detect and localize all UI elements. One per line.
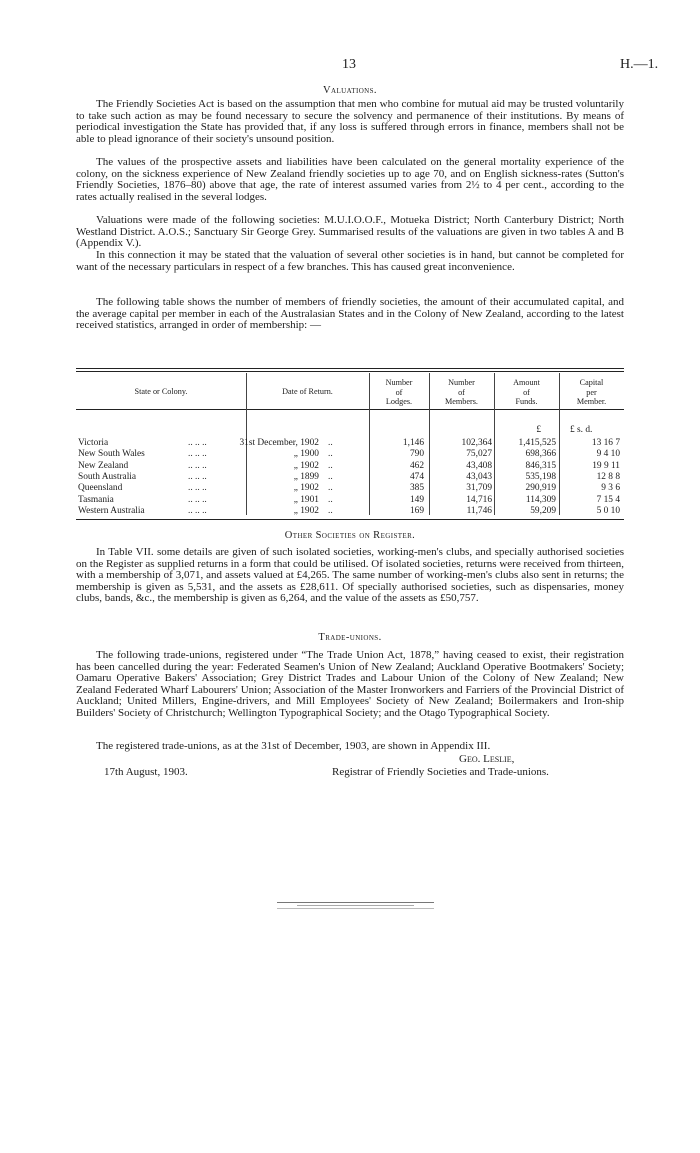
- cell-lodges: 1,146: [402, 438, 424, 448]
- leader-dots: .. .. ..: [188, 449, 207, 460]
- page-number: 13: [342, 57, 356, 72]
- leader-dots: .. .. ..: [188, 460, 207, 471]
- cell-capital: 9 3 6: [601, 483, 620, 494]
- other-societies-paragraph: In Table VII. some details are given of such isolated societies, working-men's clubs, and specially authorised societies on the Register as supplied returns in a form that could be utilised. Of isolated societies, returns were received from thirteen, with a membership of 3,071, and assets valued at £4,265. The same number of working-men's clubs also sent in returns; the membership is given as 5,531, and the assets as £28,611. Of specially authorised societies, such as dispensaries, money clubs, bands, &c., the membership is given as 6,264, and the value of the assets as £50,757.: [76, 546, 624, 605]
- leader-dots: .. .. ..: [188, 494, 207, 505]
- header-capital: Capital per Member.: [576, 378, 607, 406]
- leader-dots: .. .. ..: [188, 505, 207, 516]
- section-title-trade-unions: Trade-unions.: [318, 632, 382, 643]
- cell-state: Tasmania: [78, 494, 114, 505]
- cell-funds: 290,919: [525, 483, 556, 494]
- cell-date: „ 1902: [293, 460, 319, 471]
- cell-funds: 698,366: [525, 449, 556, 460]
- header-lodges: Number of Lodges.: [385, 378, 413, 406]
- cell-members: 102,364: [461, 438, 492, 448]
- cell-date: 31st December, 1902: [239, 438, 319, 448]
- cell-funds: 535,198: [525, 471, 556, 482]
- table-header-rule: [76, 409, 624, 410]
- document-reference: H.—1.: [620, 57, 659, 72]
- cell-capital: 5 0 10: [596, 505, 620, 516]
- cell-members: 43,043: [466, 471, 492, 482]
- cell-lodges: 385: [409, 483, 424, 494]
- cell-capital: 13 16 7: [591, 438, 620, 448]
- header-funds: Amount of Funds.: [513, 378, 540, 406]
- signature-date: 17th August, 1903.: [104, 766, 188, 778]
- valuations-paragraph-4: In this connection it may be stated that the valuation of several other societies is in hand, but cannot be completed for want of the necessary particulars in respect of a few branches. This has caused great inconvenience.: [76, 249, 624, 273]
- cell-state: Victoria: [78, 438, 109, 448]
- cell-capital: 9 4 10: [596, 449, 620, 460]
- cell-members: 75,027: [466, 449, 492, 460]
- cell-date: „ 1900: [293, 449, 319, 460]
- valuations-paragraph-1: The Friendly Societies Act is based on the assumption that men who combine for mutual aid may be trusted voluntarily to take such action as may be found necessary to secure the solvency and permanence of their institutions. By means of periodical investigation the State has provided that, if any loss is suffered through errors in finance, members shall not be able to plead ignorance of their society's unsound position.: [76, 98, 624, 145]
- cell-state: New Zealand: [78, 460, 129, 471]
- cell-funds: 846,315: [525, 460, 556, 471]
- section-title-valuations: Valuations.: [323, 85, 377, 96]
- societies-table: [76, 368, 624, 520]
- header-members: Number of Members.: [445, 378, 478, 406]
- valuations-paragraph-5: The following table shows the number of members of friendly societies, the amount of their accumulated capital, and the average capital per member in each of the Australasian States and in the Colony of New Zealand, according to the latest received statistics, arranged in order of membership: —: [76, 296, 624, 332]
- table-top-rule: [76, 368, 624, 369]
- section-title-other-societies: Other Societies on Register.: [284, 530, 416, 541]
- cell-capital: 12 8 8: [596, 471, 620, 482]
- leader-dots: ..: [328, 460, 333, 471]
- valuations-paragraph-2: The values of the prospective assets and liabilities have been calculated on the general mortality experience of the colony, on the sickness experience of New Zealand friendly societies up to age 70, and on English sickness-rates (Sutton's Friendly Societies, 1876–80) above that age, the rate of interest assumed varies from 2½ to 4 per cent., according to the rates actually realised in the several lodges.: [76, 156, 624, 203]
- cell-state: Western Australia: [78, 505, 145, 516]
- leader-dots: ..: [328, 449, 333, 460]
- cell-state: Queensland: [78, 483, 123, 494]
- cell-lodges: 149: [409, 494, 424, 505]
- end-ornament: [277, 902, 434, 911]
- cell-lodges: 462: [409, 460, 424, 471]
- cell-date: „ 1901: [293, 494, 319, 505]
- leader-dots: ..: [328, 505, 333, 516]
- leader-dots: ..: [328, 438, 333, 448]
- signature-title: Registrar of Friendly Societies and Trade-unions.: [332, 766, 549, 778]
- cell-members: 43,408: [466, 460, 492, 471]
- cell-capital: 7 15 4: [596, 494, 620, 505]
- cell-capital: 19 9 11: [592, 460, 620, 471]
- cell-members: 31,709: [466, 483, 492, 494]
- trade-unions-paragraph-2: The registered trade-unions, as at the 31st of December, 1903, are shown in Appendix III.: [96, 740, 491, 752]
- leader-dots: ..: [328, 494, 333, 505]
- signature-name: Geo. Leslie,: [459, 753, 515, 765]
- valuations-paragraph-3: Valuations were made of the following societies: M.U.I.O.O.F., Motueka District; North Canterbury District; North Westland District. A.O.S.; Sanctuary Sir George Grey. Summarised results of the valuations are given in two tables A and B (Appendix V.).: [76, 214, 624, 250]
- leader-dots: ..: [328, 471, 333, 482]
- cell-state: South Australia: [78, 471, 137, 482]
- trade-unions-paragraph-1: The following trade-unions, registered under “The Trade Union Act, 1878,” having ceased to exist, their registration has been cancelled during the year: Federated Seamen's Union of New Zealand; Auckland Operative Bootmakers' Society; Oamaru Operative Bakers' Association; Grey District Trades and Labour Union of the Colony of New Zealand; New Zealand Federated Wharf Labourers' Union; Association of the Master Ironworkers and Farriers of the Provincial District of Auckland; United Millers, Engine-drivers, and Mill Employees' Society of New Zealand; Boilermakers and Iron-ship Builders' Society of Christchurch; Wellington Typographical Society; and the Otago Typographical Society.: [76, 649, 624, 719]
- cell-members: 11,746: [466, 505, 492, 516]
- leader-dots: .. .. ..: [188, 438, 207, 448]
- cell-date: „ 1902: [293, 483, 319, 494]
- cell-members: 14,716: [466, 494, 492, 505]
- cell-funds: 1,415,525: [518, 438, 556, 448]
- cell-lodges: 790: [409, 449, 424, 460]
- cell-lodges: 169: [409, 505, 424, 516]
- cell-funds: 114,309: [525, 494, 556, 505]
- table-bottom-rule: [76, 519, 624, 520]
- leader-dots: .. .. ..: [188, 483, 207, 494]
- cell-funds: 59,209: [530, 505, 556, 516]
- header-date: Date of Return.: [282, 387, 333, 396]
- cell-date: „ 1902: [293, 505, 319, 516]
- leader-dots: ..: [328, 483, 333, 494]
- table-top-rule-inner: [76, 371, 624, 372]
- cell-state: New South Wales: [78, 449, 145, 460]
- cell-date: „ 1899: [293, 471, 319, 482]
- leader-dots: .. .. ..: [188, 471, 207, 482]
- header-state: State or Colony.: [134, 387, 188, 396]
- cell-lodges: 474: [409, 471, 424, 482]
- unit-funds: £: [536, 425, 541, 435]
- unit-capital: £ s. d.: [570, 425, 593, 435]
